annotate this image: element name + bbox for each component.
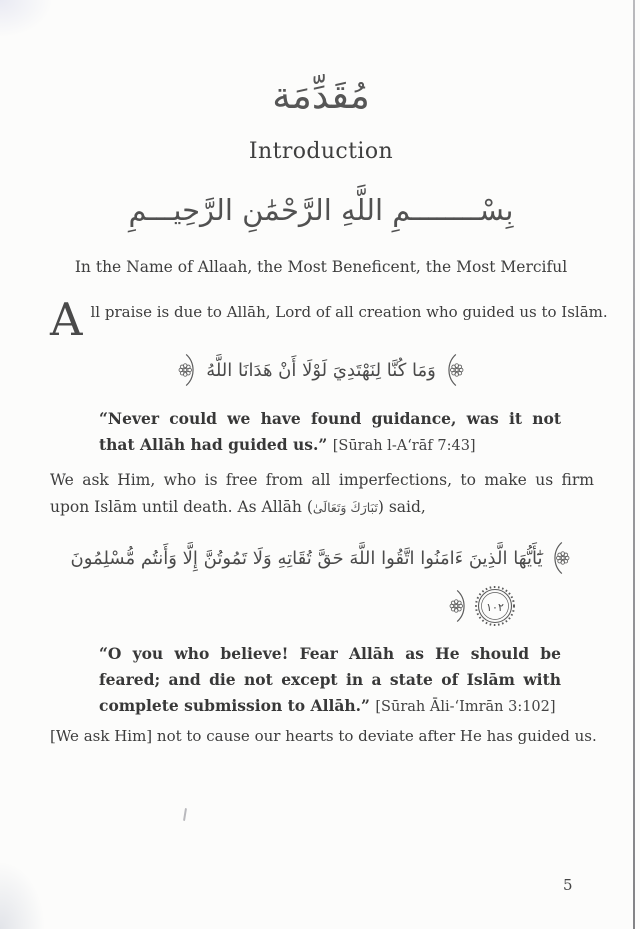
verse-2-reference: [Sūrah Āli-‘Imrān 3:102] bbox=[375, 699, 556, 715]
verse-1-translation-text: “Never could we have found guidance, was it not that Allāh had guided us.” bbox=[99, 409, 561, 454]
opening-paragraph-text: ll praise is due to Allāh, Lord of all creation who guided us to Islām. bbox=[90, 303, 608, 321]
verse-end-ornament-icon bbox=[448, 586, 470, 626]
verse-end-marker bbox=[448, 585, 516, 627]
verse-2-translation-text: “O you who believe! Fear Allāh as He should be feared; and die not except in a state of Islām with complete submission to Allāh.” bbox=[99, 644, 561, 715]
chapter-heading-calligraphy: مُقَدِّمَة bbox=[272, 74, 370, 117]
verse-1-arabic-text: وَمَا كُنَّا لِنَهْتَدِيَ لَوْلَا أَنْ هَدَانَا اللَّهُ bbox=[206, 359, 436, 381]
basmala-calligraphy: بِسْــــــــمِ اللَّهِ الرَّحْمَٰنِ الرَّحِيـــمِ bbox=[128, 193, 514, 227]
page-title: Introduction bbox=[248, 139, 394, 164]
body-paragraph-text-before: We ask Him, who is free from all imperfections, to make us firm upon Islām until death. As Allāh ( bbox=[50, 471, 594, 516]
body-paragraph bbox=[50, 467, 594, 521]
verse-2-translation bbox=[99, 641, 561, 720]
verse-ornament-left-icon bbox=[177, 350, 199, 390]
verse-number-medallion bbox=[474, 585, 516, 627]
quran-verse-1 bbox=[50, 350, 592, 390]
closing-line: [We ask Him] not to cause our hearts to deviate after He has guided us. bbox=[50, 727, 597, 745]
body-paragraph-text-after: ) said, bbox=[377, 498, 426, 516]
basmala-translation: In the Name of Allaah, the Most Beneficent, the Most Merciful bbox=[74, 258, 568, 276]
page-number: 5 bbox=[563, 876, 573, 894]
verse-1-reference: [Sūrah l-A‘rāf 7:43] bbox=[332, 438, 476, 454]
verse-2-arabic-text: يَٰٓأَيُّهَا الَّذِينَ ءَامَنُوا اتَّقُوا اللَّهَ حَقَّ تُقَاتِهِ وَلَا تَمُوتُنَّ إِلَّا وَأَنتُم مُّسْلِمُونَ bbox=[70, 547, 543, 569]
verse-1-translation bbox=[99, 406, 561, 459]
scanned-page-edge bbox=[633, 0, 635, 929]
drop-cap: A bbox=[50, 293, 83, 346]
verse-ornament-right-icon bbox=[443, 350, 465, 390]
opening-paragraph bbox=[50, 293, 608, 346]
inline-arabic-honorific: تَبَارَكَ وَتَعَالَىٰ bbox=[312, 500, 378, 515]
scan-artifact-mark bbox=[183, 808, 187, 821]
quran-verse-2 bbox=[50, 538, 592, 578]
verse-ornament-open-icon bbox=[549, 538, 571, 578]
verse-number: ١٠٢ bbox=[486, 601, 504, 614]
